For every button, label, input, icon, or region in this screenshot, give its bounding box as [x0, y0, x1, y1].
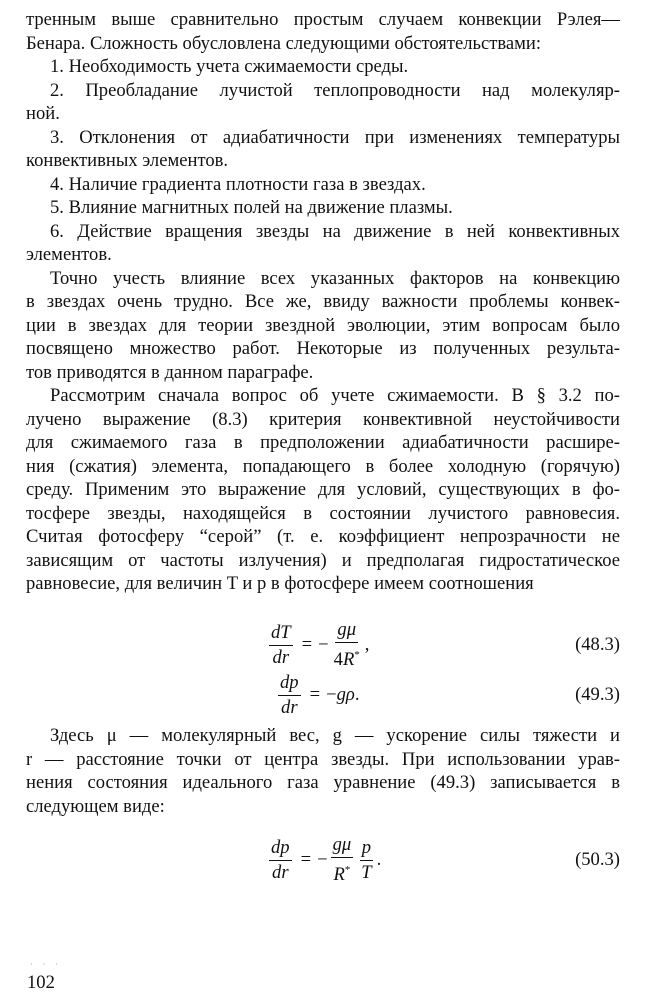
list-item-continuation: элементов. [26, 244, 112, 265]
equation-number: (49.3) [575, 684, 620, 705]
list-item: 5. Влияние магнитных полей на движение плазмы. [50, 197, 453, 218]
equation-number: (50.3) [575, 849, 620, 870]
text-line: в звездах очень трудно. Все же, ввиду важности проблемы конвек- [26, 291, 620, 312]
equation-number: (48.3) [575, 634, 620, 655]
text-line: зависящим от частоты излучения) и предполагая гидростатическое [26, 549, 620, 571]
text-line: Здесь μ — молекулярный вес, g — ускорение силы тяжести и [50, 725, 620, 746]
equation-49-3: $\frac{dp}{dr}$ = − gρ . (49.3) [26, 670, 620, 720]
list-item: 3. Отклонения от адиабатичности при изменениях температуры [50, 126, 620, 148]
equation-50-3: $\frac{dp}{dr}$ = − $\frac{g\mu}{R^*}$ $\frac{p}{T}$ . (50.3) [271, 833, 620, 886]
text-line: лучено выражение (8.3) критерия конвективной неустойчивости [26, 408, 620, 430]
text-line: Считая фотосферу “серой” (т. е. коэффициент непрозрачности не [26, 526, 620, 547]
text-line: ния (сжатия) элемента, попадающего в более холодную (горячую) [26, 455, 620, 477]
text-line: r — расстояние точки от центра звезды. При использовании урав- [26, 748, 620, 770]
text-line: равновесие, для величин T и p в фотосфере имеем соотношения [26, 573, 534, 594]
text-line: Точно учесть влияние всех указанных факторов на конвекцию [50, 267, 620, 289]
text-line: ции в звездах для теории звездной эволюции, этим вопросам было [26, 314, 620, 336]
list-item: 2. Преобладание лучистой теплопроводности над молекуляр- [50, 79, 620, 101]
list-item-continuation: ной. [26, 103, 60, 124]
list-item-continuation: конвективных элементов. [26, 150, 229, 171]
text-line: следующем виде: [26, 795, 165, 817]
list-item: 6. Действие вращения звезды на движение в ней конвективных [50, 220, 620, 242]
text-line: Рассмотрим сначала вопрос об учете сжимаемости. В § 3.2 по- [50, 385, 620, 406]
text-line: нения состояния идеального газа уравнение (49.3) записывается в [26, 772, 620, 793]
text-line: тосфере звезды, находящейся в состоянии лучистого равновесия. [26, 502, 620, 524]
page-number: 102 [27, 972, 55, 993]
text-line: Бенара. Сложность обусловлена следующими обстоятельствами: [26, 32, 542, 54]
text-line: тов приводятся в данном параграфе. [26, 361, 314, 383]
text-line: тренным выше сравнительно простым случаем конвекции Рэлея— [26, 9, 620, 30]
page-body [26, 8, 620, 596]
text-line: посвящено множество работ. Некоторые из полученных результа- [26, 338, 620, 359]
list-item: 1. Необходимость учета сжимаемости среды. [50, 56, 409, 77]
equation-48-3: $\frac{dT}{dr}$ = − $\frac{g\mu}{4R^*}$ , (48.3) [271, 618, 620, 671]
scan-specks: · · · [30, 960, 62, 969]
list-item: 4. Наличие градиента плотности газа в звездах. [50, 173, 426, 195]
text-line: для сжимаемого газа в предположении адиабатичности расшире- [26, 432, 620, 453]
page-body-continued [26, 724, 620, 818]
text-line: среду. Применим это выражение для условий, существующих в фо- [26, 479, 620, 500]
